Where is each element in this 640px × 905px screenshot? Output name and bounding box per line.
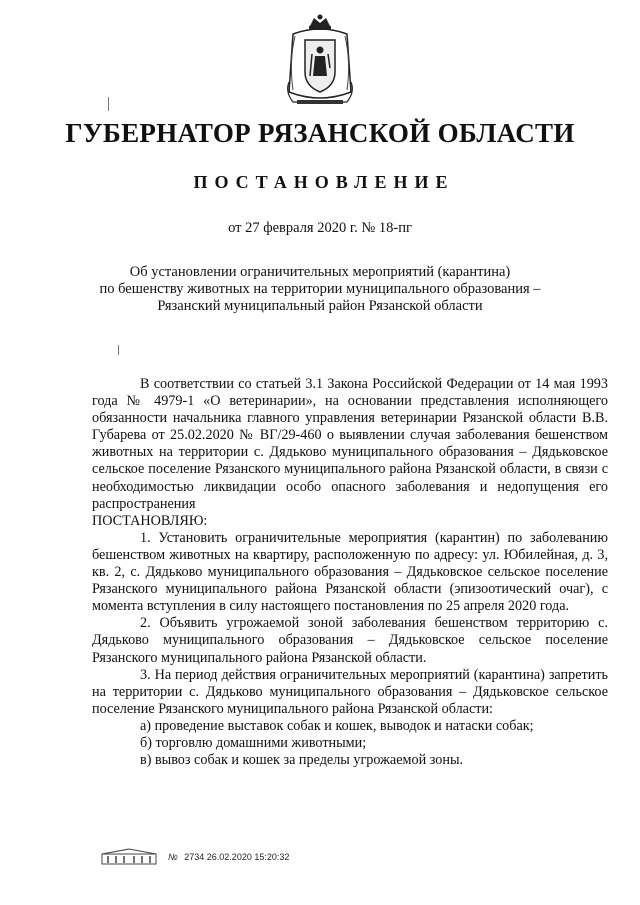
subject-line: по бешенству животных на территории муниципального образования – (99, 281, 541, 297)
document-subject (80, 264, 560, 315)
list-item-b: б) торговлю домашними животными; (140, 734, 367, 751)
subject-line: Об установлении ограничительных мероприятий (карантина) (129, 264, 511, 280)
registration-footer (100, 848, 289, 866)
list-item-a: а) проведение выставок собак и кошек, выводок и натаски собак; (140, 717, 534, 734)
clause-2: 2. Объявить угрожаемой зоной заболевания бешенством территорию с. Дядьково муниципального образования – Дядьковское сельское поселение Рязанского муниципального района Рязанской области. (92, 615, 608, 666)
intro-paragraph: В соответствии со статьей 3.1 Закона Российской Федерации от 14 мая 1993 года № 4979-1 «О ветеринарии», на основании представления исполняющего обязанности начальника главного управления ветеринарии Рязанской области В.В. Губарева от 25.02.2020 № ВГ/29-460 о выявлении случая заболевания бешенством животных на территории с. Дядьково муниципального образования – Дядьковское сельское поселение Рязанского муниципального района Рязанской области, в связи с необходимостью ликвидации особо опасного заболевания и недопущения его распространения (92, 376, 608, 512)
document-body (92, 376, 608, 769)
subject-line: Рязанский муниципальный район Рязанской области (157, 298, 483, 314)
list-item-c: в) вывоз собак и кошек за пределы угрожаемой зоны. (140, 752, 464, 769)
document-type: ПОСТАНОВЛЕНИЕ (193, 172, 455, 192)
registration-info (168, 852, 289, 862)
scan-artifact (118, 345, 119, 355)
registration-number: 2734 26.02.2020 15:20:32 (184, 852, 290, 862)
document-date: от 27 февраля 2020 г. № 18-пг (228, 220, 412, 236)
registration-mark: № (168, 852, 178, 862)
coat-of-arms-icon (283, 12, 357, 110)
building-logo-icon (100, 848, 158, 866)
clause-1: 1. Установить ограничительные мероприятия (карантин) по заболеванию бешенством животных на квартиру, расположенную по адресу: ул. Юбилейная, д. 3, кв. 2, с. Дядьково муниципального образования – Дядьковское сельское поселение Рязанского муниципального района Рязанской области (эпизоотический очаг), с момента вступления в силу настоящего постановления по 25 апреля 2020 года. (92, 529, 608, 615)
clause-3: 3. На период действия ограничительных мероприятий (карантина) запретить на территории с. Дядьково муниципального образования – Дядьковское сельское поселение Рязанского муниципального района Рязанской области: (92, 666, 608, 717)
decree-word: ПОСТАНОВЛЯЮ: (92, 512, 208, 529)
scan-artifact (108, 97, 109, 111)
page-title: ГУБЕРНАТОР РЯЗАНСКОЙ ОБЛАСТИ (65, 118, 575, 148)
